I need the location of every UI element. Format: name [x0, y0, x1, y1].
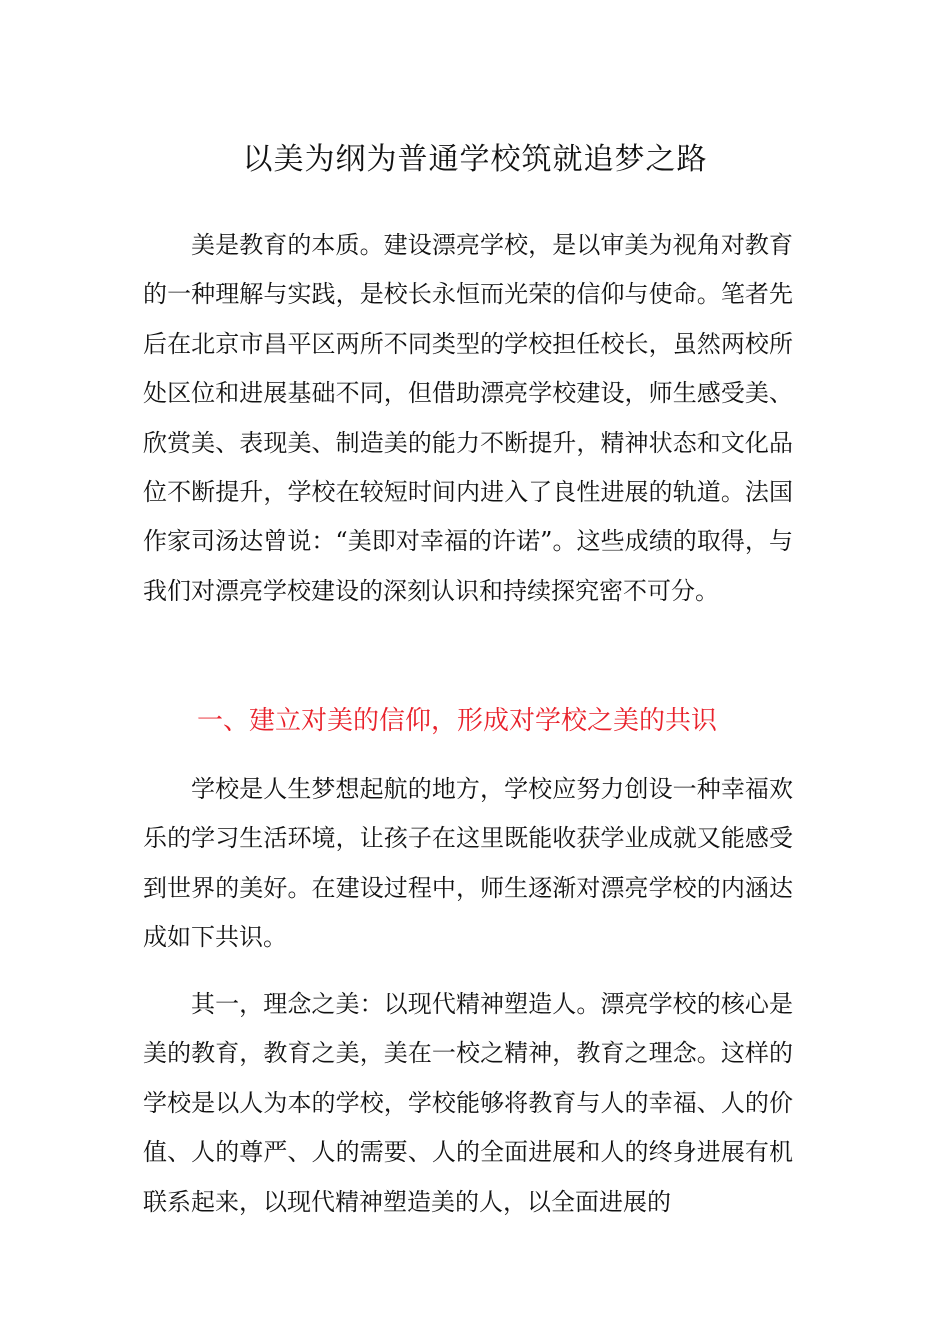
section-paragraph-2: 其一，理念之美：以现代精神塑造人。漂亮学校的核心是美的教育，教育之美，美在一校之精神，教育之理念。这样的学校是以人为本的学校，学校能够将教育与人的幸福、人的价值、人的尊严、人的需要、人的全面进展和人的终身进展有机联系起来，以现代精神塑造美的人，以全面进展的 [143, 990, 793, 1216]
section-paragraph-1: 学校是人生梦想起航的地方，学校应努力创设一种幸福欢乐的学习生活环境，让孩子在这里既能收获学业成就又能感受到世界的美好。在建设过程中，师生逐渐对漂亮学校的内涵达成如下共识。 [143, 775, 793, 952]
document-title: 以美为纲为普通学校筑就追梦之路 [242, 142, 708, 177]
intro-paragraph: 美是教育的本质。建设漂亮学校，是以审美为视角对教育的一种理解与实践，是校长永恒而光荣的信仰与使命。笔者先后在北京市昌平区两所不同类型的学校担任校长，虽然两校所处区位和进展基础不同，但借助漂亮学校建设，师生感受美、欣赏美、表现美、制造美的能力不断提升，精神状态和文化品位不断提升，学校在较短时间内进入了良性进展的轨道。法国作家司汤达曾说：“美即对幸福的许诺”。这些成绩的取得，与我们对漂亮学校建设的深刻认识和持续探究密不可分。 [143, 231, 793, 605]
section-heading: 一、建立对美的信仰，形成对学校之美的共识 [197, 706, 718, 736]
